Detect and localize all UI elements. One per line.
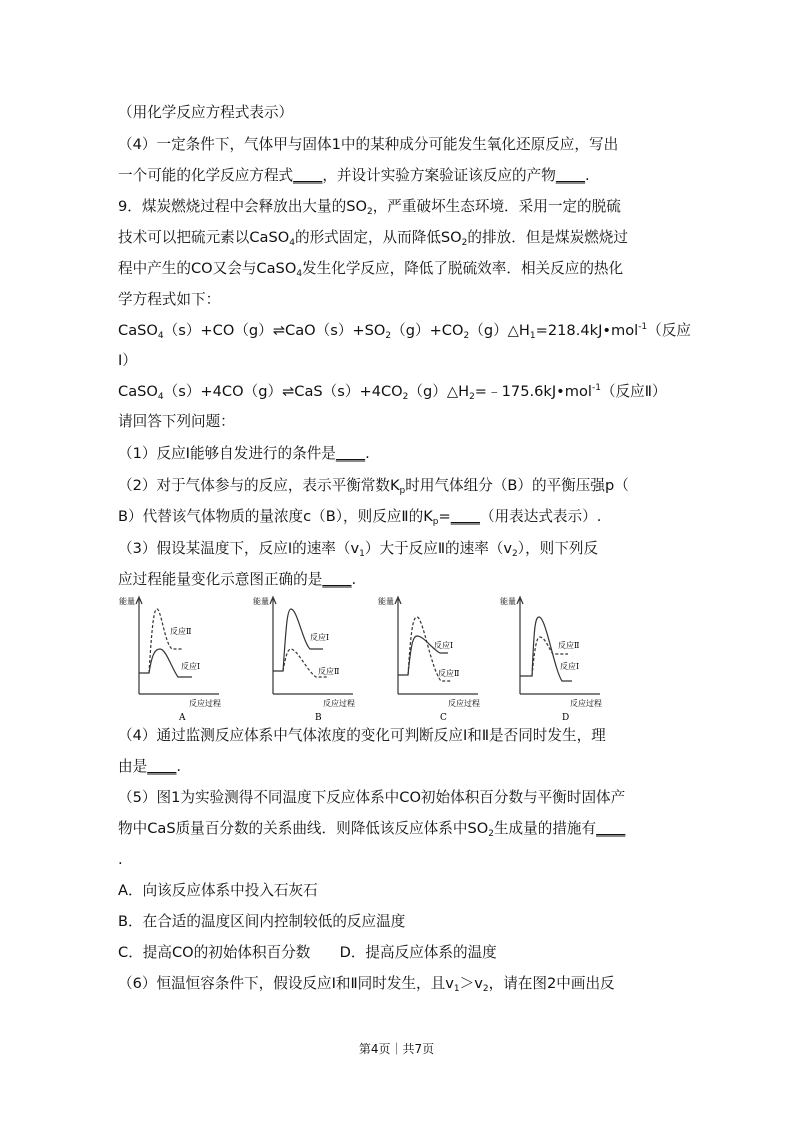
text-segment: （s）+CO（g）⇌CaO（s）+SO	[163, 322, 386, 339]
text-segment: =	[438, 508, 451, 525]
text-segment: 时用气体组分（B）的平衡压强p（	[405, 477, 629, 494]
text-segment: 的排放．但是煤炭燃烧过	[467, 229, 628, 246]
text-line	[118, 476, 629, 496]
svg-text:反应Ⅰ: 反应Ⅰ	[434, 641, 454, 650]
svg-text:反应Ⅰ: 反应Ⅰ	[310, 633, 330, 642]
svg-text:A: A	[179, 713, 186, 723]
text-segment: 由是	[118, 758, 148, 775]
text-line	[118, 881, 318, 901]
energy-diagram-c	[378, 594, 493, 724]
text-segment: .	[365, 445, 370, 462]
text-segment: Ⅰ）	[118, 352, 137, 369]
text-segment: =218.4kJ•mol	[535, 322, 639, 339]
text-segment: 1	[359, 549, 365, 559]
answer-blank: ____	[335, 445, 366, 462]
text-line	[118, 943, 497, 963]
text-segment: A．向该反应体系中投入石灰石	[118, 882, 318, 899]
text-segment: 1	[529, 331, 536, 341]
text-line	[118, 974, 615, 994]
text-line	[118, 412, 235, 432]
text-segment: （5）图1为实验测得不同温度下反应体系中CO初始体积百分数与平衡时固体产	[118, 789, 626, 806]
text-segment: （g）△H	[408, 383, 470, 400]
text-segment: 2	[463, 331, 470, 341]
text-line	[118, 912, 405, 932]
text-segment: 4	[157, 392, 164, 402]
answer-blank: ____	[596, 820, 626, 837]
svg-text:能量: 能量	[119, 597, 135, 606]
svg-text:反应Ⅱ: 反应Ⅱ	[170, 627, 192, 636]
text-segment: .	[585, 167, 590, 184]
svg-text:反应过程: 反应过程	[189, 699, 221, 708]
text-segment: p	[432, 517, 439, 527]
text-segment: 生成量的措施有	[493, 820, 597, 837]
text-segment: 2	[366, 207, 373, 217]
answer-blank: ____	[450, 508, 480, 525]
text-segment: （4）一定条件下，气体甲与固体1中的某种成分可能发生氧化还原反应，写出	[118, 136, 619, 153]
text-segment: （1）反应Ⅰ能够自发进行的条件是	[118, 445, 336, 462]
text-segment: （反应Ⅱ）	[600, 383, 667, 400]
text-segment: （2）对于气体参与的反应，表示平衡常数K	[118, 477, 400, 494]
text-segment: CaSO	[118, 322, 158, 339]
text-segment: 2	[488, 829, 494, 839]
text-line	[118, 726, 606, 746]
energy-diagram-a	[119, 594, 234, 724]
svg-text:反应Ⅰ: 反应Ⅰ	[181, 662, 201, 671]
text-segment: ＞v	[459, 975, 483, 992]
text-segment: ，严重破坏生态环境．采用一定的脱硫	[372, 198, 621, 215]
answer-blank: ____	[147, 758, 177, 775]
text-segment: .	[118, 851, 123, 868]
text-segment: p	[399, 486, 406, 496]
svg-text:反应过程: 反应过程	[448, 699, 480, 708]
text-segment: 2	[402, 392, 409, 402]
text-segment: 4	[157, 331, 164, 341]
svg-text:反应Ⅱ: 反应Ⅱ	[318, 667, 340, 676]
text-segment: C．提高CO的初始体积百分数 D．提高反应体系的温度	[118, 944, 497, 961]
text-segment: ，请在图2中画出反	[488, 975, 615, 992]
text-segment: 程中产生的CO又会与CaSO	[118, 260, 297, 277]
text-segment: ）大于反应Ⅱ的速率（v	[364, 540, 513, 557]
text-segment: 4	[289, 238, 295, 248]
text-line	[118, 135, 618, 155]
answer-blank: ____	[322, 571, 352, 588]
text-line	[118, 228, 628, 248]
text-segment: 2	[461, 238, 468, 248]
text-segment: 2	[482, 984, 489, 994]
svg-text:反应过程: 反应过程	[570, 699, 602, 708]
text-line	[118, 321, 691, 341]
text-line	[118, 850, 123, 870]
text-segment: B）代替该气体物质的量浓度c（B），则反应Ⅱ的K	[118, 508, 433, 525]
text-segment: 2	[469, 392, 475, 402]
text-segment: 学方程式如下：	[118, 291, 221, 308]
energy-diagram-d	[500, 594, 615, 724]
text-segment: 2	[385, 331, 392, 341]
text-segment: -1	[638, 322, 648, 332]
text-line	[118, 444, 370, 464]
text-line	[118, 197, 621, 217]
svg-text:能量: 能量	[500, 597, 516, 606]
text-line	[118, 570, 356, 590]
text-segment: -1	[591, 383, 601, 393]
text-segment: 9．煤炭燃烧过程中会释放出大量的SO	[118, 198, 367, 215]
text-segment: 2	[512, 549, 518, 559]
text-line	[118, 290, 220, 310]
text-segment: （6）恒温恒容条件下，假设反应Ⅰ和Ⅱ同时发生，且v	[118, 975, 454, 992]
svg-text:反应Ⅱ: 反应Ⅱ	[438, 669, 460, 678]
curve-reaction-2	[149, 609, 182, 673]
svg-text:能量: 能量	[378, 597, 394, 606]
text-segment: .	[351, 571, 357, 588]
svg-text:D: D	[562, 713, 570, 723]
text-segment: ，并设计实验方案验证该反应的产物	[322, 167, 556, 184]
energy-diagram-b	[253, 594, 368, 724]
text-segment: （用表达式表示）.	[479, 508, 602, 525]
svg-text:能量: 能量	[253, 597, 269, 606]
text-segment: B．在合适的温度区间内控制较低的反应温度	[118, 913, 406, 930]
energy-diagram-a-svg	[119, 594, 234, 724]
text-segment: 一个可能的化学反应方程式	[118, 167, 294, 184]
text-segment: 4	[296, 269, 303, 279]
text-segment: 请回答下列问题：	[118, 413, 235, 430]
text-segment: 物中CaS质量百分数的关系曲线．则降低该反应体系中SO	[118, 820, 489, 837]
text-line	[118, 757, 181, 777]
text-segment: （反应	[647, 322, 691, 339]
text-line	[118, 351, 137, 371]
text-line	[118, 507, 601, 527]
text-line	[118, 539, 598, 559]
text-segment: （g）+CO	[391, 322, 464, 339]
answer-blank: ____	[555, 167, 586, 184]
text-segment: 1	[453, 984, 460, 994]
text-line	[118, 259, 623, 279]
svg-text:反应Ⅰ: 反应Ⅰ	[560, 662, 580, 671]
svg-text:B: B	[315, 713, 322, 723]
text-segment: （g）△H	[469, 322, 530, 339]
text-segment: 技术可以把硫元素以CaSO	[118, 229, 290, 246]
text-segment: ），则下列反	[517, 540, 599, 557]
text-line	[118, 382, 667, 402]
svg-text:反应Ⅱ: 反应Ⅱ	[558, 641, 580, 650]
text-segment: 应过程能量变化示意图正确的是	[118, 571, 323, 588]
text-line	[118, 819, 625, 839]
answer-blank: ____	[293, 167, 323, 184]
text-segment: （3）假设某温度下，反应Ⅰ的速率（v	[118, 540, 360, 557]
text-line	[118, 166, 590, 186]
text-segment: （s）+4CO（g）⇌CaS（s）+4CO	[163, 383, 403, 400]
page-footer: 第4页｜共7页	[358, 1042, 435, 1056]
text-segment: .	[176, 758, 182, 775]
text-segment: （用化学反应方程式表示）	[118, 104, 294, 121]
text-line	[118, 788, 625, 808]
svg-text:C: C	[440, 713, 447, 723]
text-segment: （4）通过监测反应体系中气体浓度的变化可判断反应Ⅰ和Ⅱ是否同时发生，理	[118, 727, 606, 744]
text-segment: CaSO	[118, 383, 158, 400]
text-segment: 发生化学反应，降低了脱硫效率．相关反应的热化	[302, 260, 624, 277]
text-line	[118, 103, 293, 123]
text-segment: 的形式固定，从而降低SO	[294, 229, 462, 246]
text-segment: =﹣175.6kJ•mol	[474, 383, 592, 400]
svg-text:反应过程: 反应过程	[323, 699, 355, 708]
